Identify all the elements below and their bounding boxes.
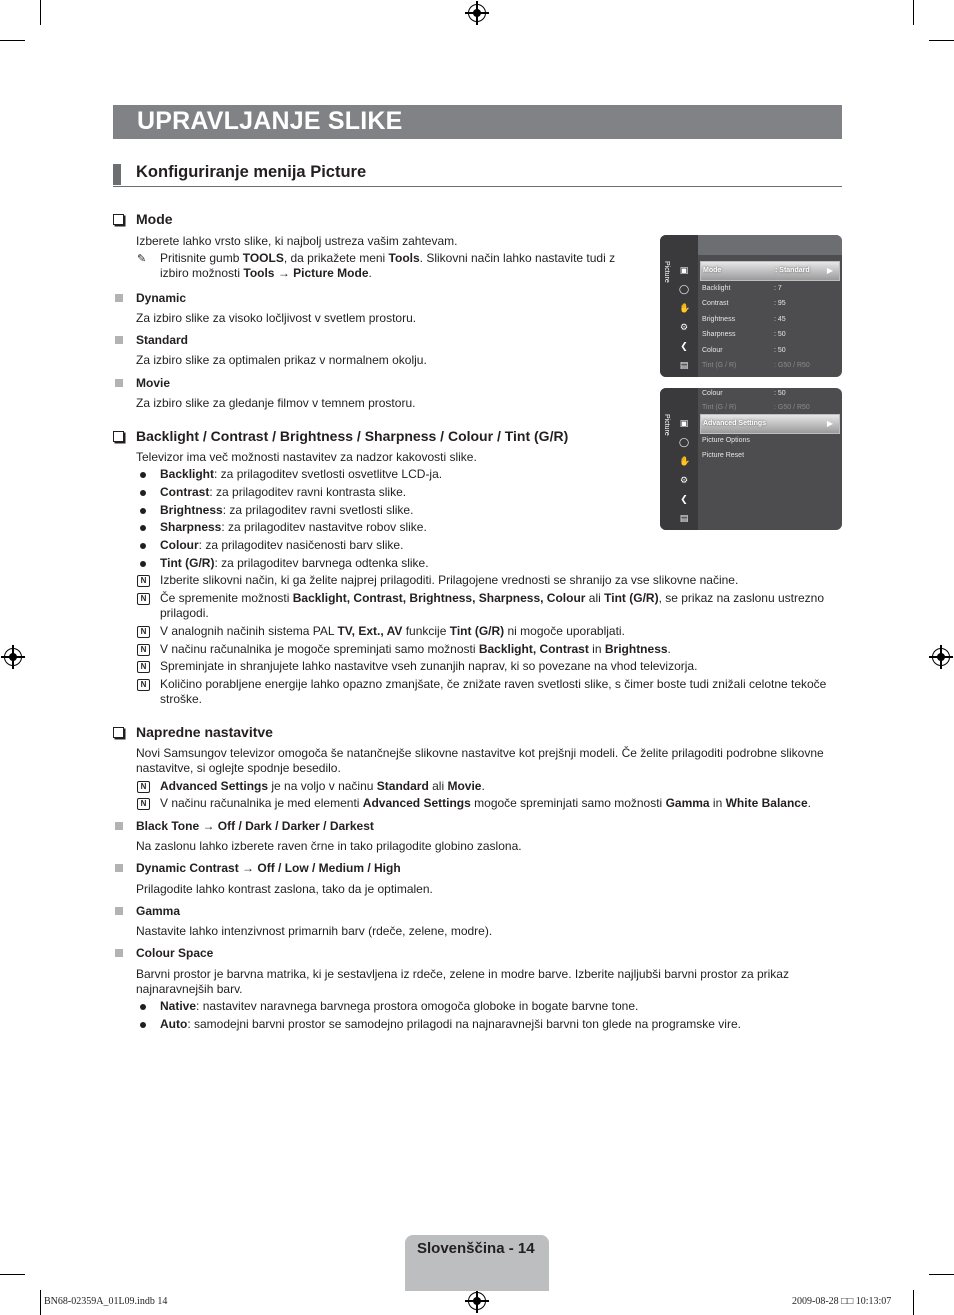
note-icon: N <box>137 679 150 691</box>
checkbox-icon <box>113 727 124 738</box>
backlight-note: V analognih načinih sistema PAL TV, Ext., AV funkcije Tint (G/R) ni mogoče uporabljati. <box>160 624 625 638</box>
advanced-item-name: Colour Space <box>136 946 214 960</box>
bullet-icon <box>140 525 146 531</box>
registration-mark-icon <box>4 648 22 666</box>
square-bullet-icon <box>115 949 123 957</box>
mode-item-name: Movie <box>136 376 171 390</box>
square-bullet-icon <box>115 864 123 872</box>
application-icon: ▤ <box>679 360 689 370</box>
mode-item-desc: Za izbiro slike za gledanje filmov v temnem prostoru. <box>136 396 416 410</box>
crop-mark <box>929 1274 954 1275</box>
application-icon: ▤ <box>679 513 689 523</box>
advanced-heading: Napredne nastavitve <box>136 724 273 740</box>
mode-tools-line-2: izbiro možnosti Tools → Picture Mode. <box>160 266 372 280</box>
osd-row[interactable]: Picture Options <box>702 437 750 444</box>
mode-item-desc: Za izbiro slike za visoko ločljivost v svetlem prostoru. <box>136 311 417 325</box>
advanced-item-name: Black Tone → Off / Dark / Darker / Darkest <box>136 819 374 833</box>
sound-icon: ◯ <box>679 437 690 447</box>
channel-icon: ✋ <box>679 456 691 466</box>
print-date-info: 2009-08-28 □□ 10:13:07 <box>792 1296 892 1307</box>
page-number-tab <box>405 1235 549 1291</box>
sound-icon: ◯ <box>679 284 690 294</box>
crop-mark <box>40 1290 41 1315</box>
note-icon: N <box>137 575 150 587</box>
page-number: Slovenščina - 14 <box>417 1240 535 1257</box>
backlight-note: Spreminjate in shranjujete lahko nastavitve vseh zunanjih naprav, ki so povezane na vhod televizorja. <box>160 659 698 673</box>
setup-icon: ⚙ <box>679 322 689 332</box>
osd-row[interactable]: Backlight : 7 <box>702 285 782 292</box>
backlight-intro: Televizor ima več možnosti nastavitev za nadzor kakovosti slike. <box>136 450 477 464</box>
note-icon: N <box>137 626 150 638</box>
page-title-bar <box>113 105 842 139</box>
bullet-icon <box>140 508 146 514</box>
checkbox-icon <box>113 214 124 225</box>
advanced-intro: Novi Samsungov televizor omogoča še natančnejše slikovne nastavitve kot prejšnji modeli. Če želite prilagoditi podrobne slikovne <box>136 746 824 760</box>
backlight-bullet: Sharpness: za prilagoditev nastavitve robov slike. <box>160 520 427 534</box>
backlight-note: V načinu računalnika je mogoče spreminjati samo možnosti Backlight, Contrast in Brightness. <box>160 642 671 656</box>
colour-space-bullet: Native: nastavitev naravnega barvnega prostora omogoča globoke in bogate barvne tone. <box>160 999 639 1013</box>
crop-mark <box>0 40 25 41</box>
osd-topbar <box>698 235 842 255</box>
mode-intro: Izberete lahko vrsto slike, ki najbolj ustreza vašim zahtevam. <box>136 234 458 248</box>
bullet-icon <box>140 472 146 478</box>
bullet-icon <box>140 1004 146 1010</box>
backlight-note-cont: prilagodi. <box>160 606 209 620</box>
registration-mark-icon <box>468 1292 486 1310</box>
backlight-heading: Backlight / Contrast / Brightness / Sharpness / Colour / Tint (G/R) <box>136 428 569 444</box>
mode-item-name: Dynamic <box>136 291 187 305</box>
osd-row[interactable]: Tint (G / R) : G50 / R50 <box>702 404 810 411</box>
osd-row-advanced-settings[interactable]: Advanced Settings ▶ <box>700 414 840 434</box>
osd-row[interactable]: Sharpness : 50 <box>702 331 786 338</box>
picture-icon: ▣ <box>679 418 689 428</box>
crop-mark <box>40 0 41 25</box>
advanced-intro-cont: nastavitve, si oglejte spodnje besedilo. <box>136 761 341 775</box>
section-marker <box>113 164 121 185</box>
square-bullet-icon <box>115 294 123 302</box>
advanced-item-desc-cont: najnaravnejših barv. <box>136 982 243 996</box>
crop-mark <box>913 1290 914 1315</box>
bullet-icon <box>140 490 146 496</box>
square-bullet-icon <box>115 907 123 915</box>
square-bullet-icon <box>115 336 123 344</box>
crop-mark <box>929 40 954 41</box>
note-icon: N <box>137 798 150 810</box>
page-title: UPRAVLJANJE SLIKE <box>137 107 403 135</box>
mode-tools-line-1: Pritisnite gumb TOOLS, da prikažete meni Tools. Slikovni način lahko nastavite tudi z <box>160 251 616 265</box>
crop-mark <box>0 1274 25 1275</box>
channel-icon: ✋ <box>679 303 691 313</box>
backlight-note-cont: stroške. <box>160 692 203 706</box>
bullet-icon <box>140 1022 146 1028</box>
backlight-bullet: Backlight: za prilagoditev svetlosti osvetlitve LCD-ja. <box>160 467 443 481</box>
osd-row[interactable]: Colour : 50 <box>702 347 786 354</box>
note-icon: N <box>137 781 150 793</box>
osd-picture-menu <box>660 235 842 377</box>
mode-item-name: Standard <box>136 333 189 347</box>
osd-side-label: Picture <box>663 414 670 436</box>
backlight-bullet: Colour: za prilagoditev nasičenosti barv slike. <box>160 538 404 552</box>
osd-row[interactable]: Picture Reset <box>702 452 745 459</box>
osd-row[interactable]: Tint (G / R) : G50 / R50 <box>702 362 810 369</box>
backlight-bullet: Tint (G/R): za prilagoditev barvnega odtenka slike. <box>160 556 429 570</box>
mode-item-desc: Za izbiro slike za optimalen prikaz v normalnem okolju. <box>136 353 427 367</box>
note-icon: N <box>137 661 150 673</box>
osd-row[interactable]: Contrast : 95 <box>702 300 786 307</box>
crop-mark <box>913 0 914 25</box>
tools-icon: ✎ <box>137 253 147 265</box>
checkbox-icon <box>113 431 124 442</box>
osd-side-label: Picture <box>663 261 670 283</box>
square-bullet-icon <box>115 822 123 830</box>
note-icon: N <box>137 644 150 656</box>
backlight-bullet: Brightness: za prilagoditev ravni svetlosti slike. <box>160 503 414 517</box>
osd-advanced-menu <box>660 388 842 530</box>
arrow-right-icon: ▶ <box>826 419 833 428</box>
backlight-note: Če spremenite možnosti Backlight, Contrast, Brightness, Sharpness, Colour ali Tint (G/R), se prikaz na zaslonu ustrezno <box>160 591 824 605</box>
print-file-info: BN68-02359A_01L09.indb 14 <box>44 1296 168 1307</box>
advanced-item-name: Dynamic Contrast → Off / Low / Medium / High <box>136 861 401 875</box>
input-icon: ❮ <box>680 341 688 351</box>
backlight-bullet: Contrast: za prilagoditev ravni kontrasta slike. <box>160 485 407 499</box>
backlight-note: Količino porabljene energije lahko opazno zmanjšate, če znižate raven svetlosti slike, s čimer boste tudi znižali celotne tekoče <box>160 677 827 691</box>
osd-row[interactable]: Brightness : 45 <box>702 316 786 323</box>
arrow-right-icon: ▶ <box>826 266 833 275</box>
input-icon: ❮ <box>680 494 688 504</box>
advanced-item-desc: Prilagodite lahko kontrast zaslona, tako da je optimalen. <box>136 882 433 896</box>
registration-mark-icon <box>932 648 950 666</box>
advanced-note: V načinu računalnika je med elementi Advanced Settings mogoče spreminjati samo možnosti Gamma in White Balance. <box>160 796 811 810</box>
picture-icon: ▣ <box>679 265 689 275</box>
advanced-note: Advanced Settings je na voljo v načinu Standard ali Movie. <box>160 779 485 793</box>
square-bullet-icon <box>115 379 123 387</box>
setup-icon: ⚙ <box>679 475 689 485</box>
registration-mark-icon <box>468 4 486 22</box>
advanced-item-desc: Barvni prostor je barvna matrika, ki je sestavljena iz rdeče, zelene in modre barve. Izberite najljubši barvni prostor za prikaz <box>136 967 789 981</box>
bullet-icon <box>140 561 146 567</box>
advanced-item-desc: Nastavite lahko intenzivnost primarnih barv (rdeče, zelene, modre). <box>136 924 493 938</box>
mode-heading: Mode <box>136 211 173 227</box>
note-icon: N <box>137 593 150 605</box>
advanced-item-desc: Na zaslonu lahko izberete raven črne in tako prilagodite globino zaslona. <box>136 839 522 853</box>
backlight-note: Izberite slikovni način, ki ga želite najprej prilagoditi. Prilagojene vrednosti se shranijo za vse slikovne načine. <box>160 573 739 587</box>
bullet-icon <box>140 543 146 549</box>
advanced-item-name: Gamma <box>136 904 181 918</box>
section-title: Konfiguriranje menija Picture <box>136 163 367 181</box>
section-divider <box>113 186 842 187</box>
colour-space-bullet: Auto: samodejni barvni prostor se samodejno prilagodi na najnaravnejši barvni ton glede na programske vire. <box>160 1017 741 1031</box>
osd-row-mode[interactable]: Mode : Standard ▶ <box>700 261 840 281</box>
osd-row[interactable]: Colour : 50 <box>702 390 786 397</box>
